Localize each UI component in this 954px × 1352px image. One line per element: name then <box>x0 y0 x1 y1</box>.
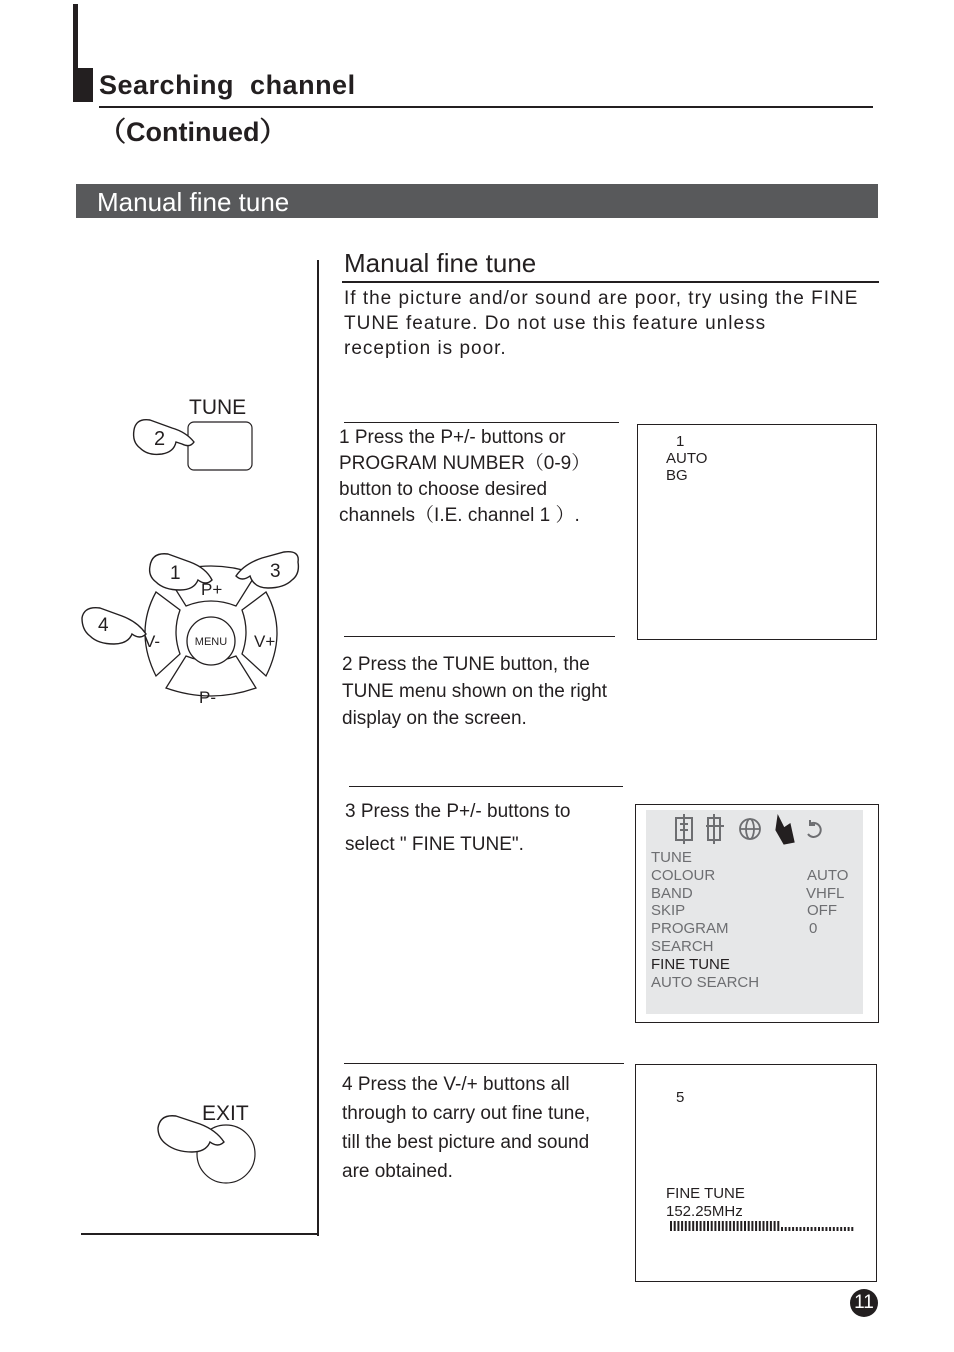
osd-menu-item: TUNE <box>651 849 692 866</box>
step-line: are obtained. <box>342 1161 453 1182</box>
step-line: 4 Press the V-/+ buttons all <box>342 1074 570 1095</box>
callout-4: 4 <box>98 615 109 636</box>
osd-channel-number: 1 <box>676 433 685 450</box>
tune-bar-segment-filled <box>718 1221 720 1231</box>
osd-menu-item: AUTO SEARCH <box>651 973 760 991</box>
tune-button-illustration <box>128 414 258 476</box>
tune-bar-segment-filled <box>685 1221 687 1231</box>
step-line: display on the screen. <box>342 708 527 729</box>
tune-bar-segment-filled <box>707 1221 709 1231</box>
intro-line: TUNE feature. Do not use this feature unless <box>344 313 767 334</box>
tune-bar-segment-empty <box>788 1227 790 1231</box>
tune-bar-segment-filled <box>677 1221 679 1231</box>
osd-menu-value: OFF <box>807 902 837 920</box>
section-band <box>76 184 878 218</box>
step-line: button to choose desired <box>339 479 548 500</box>
column-divider <box>317 260 319 1236</box>
step-rule <box>349 786 623 787</box>
osd-menu-value: AUTO <box>807 866 849 884</box>
tune-bar-segment-filled <box>740 1221 742 1231</box>
tune-bar-segment-empty <box>829 1227 831 1231</box>
step-rule <box>344 422 619 423</box>
tune-bar-segment-empty <box>781 1227 783 1231</box>
page-number-badge: 11 <box>850 1289 878 1317</box>
tune-bar-segment-filled <box>689 1221 691 1231</box>
globe-icon <box>740 819 760 839</box>
step-line: PROGRAM NUMBER（0-9） <box>339 453 591 474</box>
step-3 <box>345 795 571 861</box>
step-line: till the best picture and sound <box>342 1132 590 1153</box>
main-subtitle-rule <box>342 281 879 283</box>
tune-bar-segment-filled <box>744 1221 746 1231</box>
exit-button-label: EXIT <box>202 1102 249 1125</box>
step-1 <box>339 425 590 529</box>
tune-bar-segment-empty <box>825 1227 827 1231</box>
step-line: 1 Press the P+/- buttons or <box>339 427 566 448</box>
step-line: TUNE menu shown on the right <box>342 681 608 702</box>
tv-screen-channel <box>637 424 877 640</box>
osd-menu-item: SEARCH <box>651 938 714 955</box>
tune-bar-segment-empty <box>807 1227 809 1231</box>
step-4 <box>342 1070 590 1186</box>
callout-2: 2 <box>154 428 166 450</box>
tune-bar-segment-filled <box>774 1221 776 1231</box>
tune-bar-segment-empty <box>837 1227 839 1231</box>
step-line: channels（I.E. channel 1 ）. <box>339 505 580 526</box>
exit-button-illustration <box>152 1108 262 1188</box>
tune-bar-segment-filled <box>722 1221 724 1231</box>
tune-bar-segment-empty <box>803 1227 805 1231</box>
osd-menu-icon-row <box>670 812 830 848</box>
tune-bar-segment-empty <box>785 1227 787 1231</box>
v-plus-label: V+ <box>254 632 276 651</box>
tune-bar-segment-filled <box>674 1221 676 1231</box>
tune-bar-segment-filled <box>759 1221 761 1231</box>
tune-bar-segment-filled <box>711 1221 713 1231</box>
osd-channel-number: 5 <box>676 1089 685 1106</box>
tune-bar-segment-filled <box>770 1221 772 1231</box>
osd-frequency: 152.25MHz <box>666 1203 743 1220</box>
osd-menu-item: COLOUR <box>651 866 716 884</box>
p-minus-label: P- <box>199 688 216 707</box>
step-2 <box>342 651 607 732</box>
p-plus-label: P+ <box>201 580 223 599</box>
header-accent-block <box>73 68 93 102</box>
osd-menu-item: SKIP <box>651 902 686 920</box>
tune-bar-segment-filled <box>700 1221 702 1231</box>
page-title: Searching channel <box>99 70 356 100</box>
tune-bar-segment-filled <box>766 1221 768 1231</box>
tv-screen-fine-tune <box>635 1064 877 1282</box>
osd-menu-value: 0 <box>809 920 818 938</box>
picture-icon <box>676 814 692 844</box>
osd-mode: AUTO <box>666 450 708 467</box>
sound-icon <box>706 814 724 844</box>
tune-button-label: TUNE <box>189 396 247 419</box>
refresh-icon <box>808 820 821 837</box>
section-title: Manual fine tune <box>97 187 290 217</box>
osd-menu-item: FINE TUNE <box>651 955 730 973</box>
step-line: 3 Press the P+/- buttons to <box>345 801 571 822</box>
pointing-hand-icon <box>82 608 146 644</box>
tune-bar-segment-empty <box>844 1227 846 1231</box>
step-line: 2 Press the TUNE button, the <box>342 654 590 675</box>
intro-paragraph <box>344 286 904 361</box>
tune-button-icon <box>188 422 252 470</box>
tune-bar-segment-filled <box>670 1221 672 1231</box>
tune-bar-segment-filled <box>729 1221 731 1231</box>
dpad-illustration <box>78 548 308 722</box>
osd-fine-tune-label: FINE TUNE <box>666 1185 745 1202</box>
tune-bar-segment-empty <box>814 1227 816 1231</box>
intro-line: If the picture and/or sound are poor, try using the FINE <box>344 288 859 309</box>
step-line: select " FINE TUNE". <box>345 834 524 855</box>
tune-bar-segment-filled <box>681 1221 683 1231</box>
osd-menu-item: BAND <box>651 884 693 902</box>
tune-bar-segment-empty <box>800 1227 802 1231</box>
hand-icon <box>776 816 794 844</box>
main-subtitle: Manual fine tune <box>344 248 537 278</box>
tune-bar-segment-empty <box>792 1227 794 1231</box>
tune-bar-segment-empty <box>811 1227 813 1231</box>
intro-line: reception is poor. <box>344 338 507 359</box>
callout-3: 3 <box>270 561 281 582</box>
tune-bar-segment-filled <box>726 1221 728 1231</box>
header-rule <box>99 106 873 108</box>
tune-bar-segment-empty <box>840 1227 842 1231</box>
tune-bar-segment-filled <box>755 1221 757 1231</box>
tune-bar-segment-empty <box>818 1227 820 1231</box>
step-line: through to carry out fine tune, <box>342 1103 591 1124</box>
tune-bar-segment-filled <box>777 1221 779 1231</box>
v-minus-label: V- <box>144 632 161 651</box>
osd-menu-item: PROGRAM <box>651 920 729 938</box>
tune-bar-segment-filled <box>733 1221 735 1231</box>
tune-bar-segment-filled <box>692 1221 694 1231</box>
menu-button-label: MENU <box>194 636 228 648</box>
tune-bar-segment-empty <box>851 1227 853 1231</box>
step-rule <box>344 1063 624 1064</box>
tune-bar-segment-filled <box>714 1221 716 1231</box>
tune-bar-segment-empty <box>822 1227 824 1231</box>
tune-bar-segment-empty <box>848 1227 850 1231</box>
tune-bar-segment-filled <box>696 1221 698 1231</box>
osd-system: BG <box>666 467 688 484</box>
tune-bar-segment-empty <box>796 1227 798 1231</box>
tune-bar-segment-filled <box>748 1221 750 1231</box>
column-bottom-rule <box>81 1233 319 1235</box>
tune-bar-segment-filled <box>763 1221 765 1231</box>
callout-1: 1 <box>170 563 181 584</box>
tune-bar-segment-empty <box>833 1227 835 1231</box>
osd-menu-value: VHFL <box>806 884 845 902</box>
page-subtitle-continued: （Continued） <box>99 117 287 147</box>
tune-bar-segment-filled <box>703 1221 705 1231</box>
step-rule <box>344 636 615 637</box>
tune-bar-segment-filled <box>737 1221 739 1231</box>
tune-bar-segment-filled <box>751 1221 753 1231</box>
fine-tune-level-bar <box>670 1221 860 1233</box>
